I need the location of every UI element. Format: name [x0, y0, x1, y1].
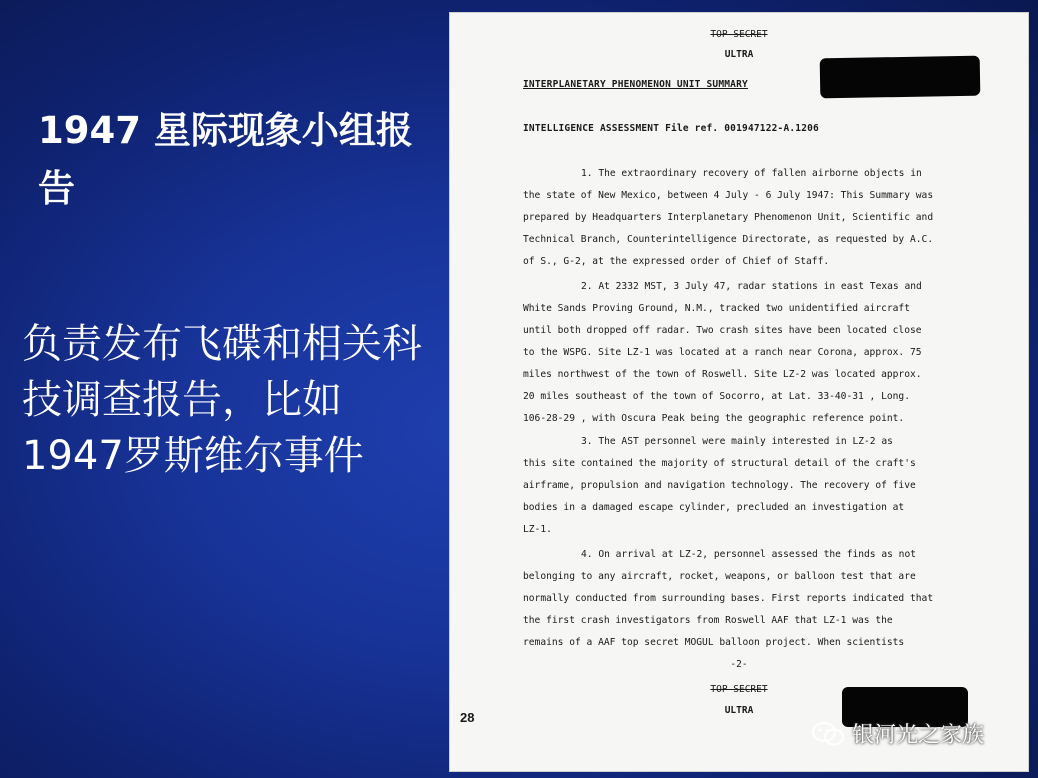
- doc-line: to the WSPG. Site LZ-1 was located at a ranch near Corona, approx. 75: [523, 347, 922, 358]
- doc-line: 20 miles southeast of the town of Socorro, at Lat. 33-40-31 , Long.: [523, 391, 910, 402]
- doc-line: remains of a AAF top secret MOGUL balloon project. When scientists: [523, 637, 905, 648]
- doc-page-marker: -2-: [730, 659, 748, 670]
- doc-line: miles northwest of the town of Roswell. Site LZ-2 was located approx.: [523, 369, 922, 380]
- doc-line: 3. The AST personnel were mainly interested in LZ-2 as: [581, 436, 893, 447]
- doc-line: this site contained the majority of structural detail of the craft's: [523, 458, 916, 469]
- doc-unit-summary: INTERPLANETARY PHENOMENON UNIT SUMMARY: [523, 79, 748, 90]
- doc-footer-top: TOP SECRET: [710, 684, 768, 695]
- doc-line: 106-28-29 , with Oscura Peak being the geographic reference point.: [523, 413, 905, 424]
- doc-line: Technical Branch, Counterintelligence Directorate, as requested by A.C.: [523, 234, 934, 245]
- doc-line: of S., G-2, at the expressed order of Chief of Staff.: [523, 256, 830, 267]
- wechat-icon: [810, 720, 846, 748]
- doc-header-top: TOP SECRET: [710, 29, 768, 40]
- doc-footer-sub: ULTRA: [724, 705, 754, 716]
- doc-line: 2. At 2332 MST, 3 July 47, radar stations in east Texas and: [581, 281, 922, 292]
- doc-line: White Sands Proving Ground, N.M., tracked two unidentified aircraft: [523, 303, 910, 314]
- doc-line: normally conducted from surrounding bases. First reports indicated that: [523, 593, 934, 604]
- doc-line: until both dropped off radar. Two crash sites have been located close: [523, 325, 922, 336]
- doc-line: bodies in a damaged escape cylinder, precluded an investigation at: [523, 502, 905, 513]
- document-scan: [449, 12, 1029, 772]
- doc-line: 4. On arrival at LZ-2, personnel assessed the finds as not: [581, 549, 917, 560]
- doc-line: airframe, propulsion and navigation technology. The recovery of five: [523, 480, 916, 491]
- doc-line: the state of New Mexico, between 4 July - 6 July 1947: This Summary was: [523, 190, 934, 201]
- doc-line: belonging to any aircraft, rocket, weapons, or balloon test that are: [523, 571, 916, 582]
- slide-body: 负责发布飞碟和相关科技调查报告，比如1947罗斯维尔事件: [22, 321, 422, 479]
- doc-line: the first crash investigators from Roswell AAF that LZ-1 was the: [523, 615, 893, 626]
- watermark-text: 银河光之家族: [852, 723, 985, 748]
- doc-assessment-ref: INTELLIGENCE ASSESSMENT File ref. 001947122-A.1206: [523, 123, 819, 134]
- redaction-bar: [820, 56, 981, 99]
- page-number: 28: [460, 710, 475, 725]
- doc-line: 1. The extraordinary recovery of fallen airborne objects in: [581, 168, 922, 179]
- doc-line: prepared by Headquarters Interplanetary Phenomenon Unit, Scientific and: [523, 212, 934, 223]
- slide-title: 1947 星际现象小组报告: [38, 109, 413, 210]
- doc-line: LZ-1.: [523, 524, 552, 535]
- doc-header-sub: ULTRA: [724, 49, 754, 60]
- watermark: [810, 718, 984, 749]
